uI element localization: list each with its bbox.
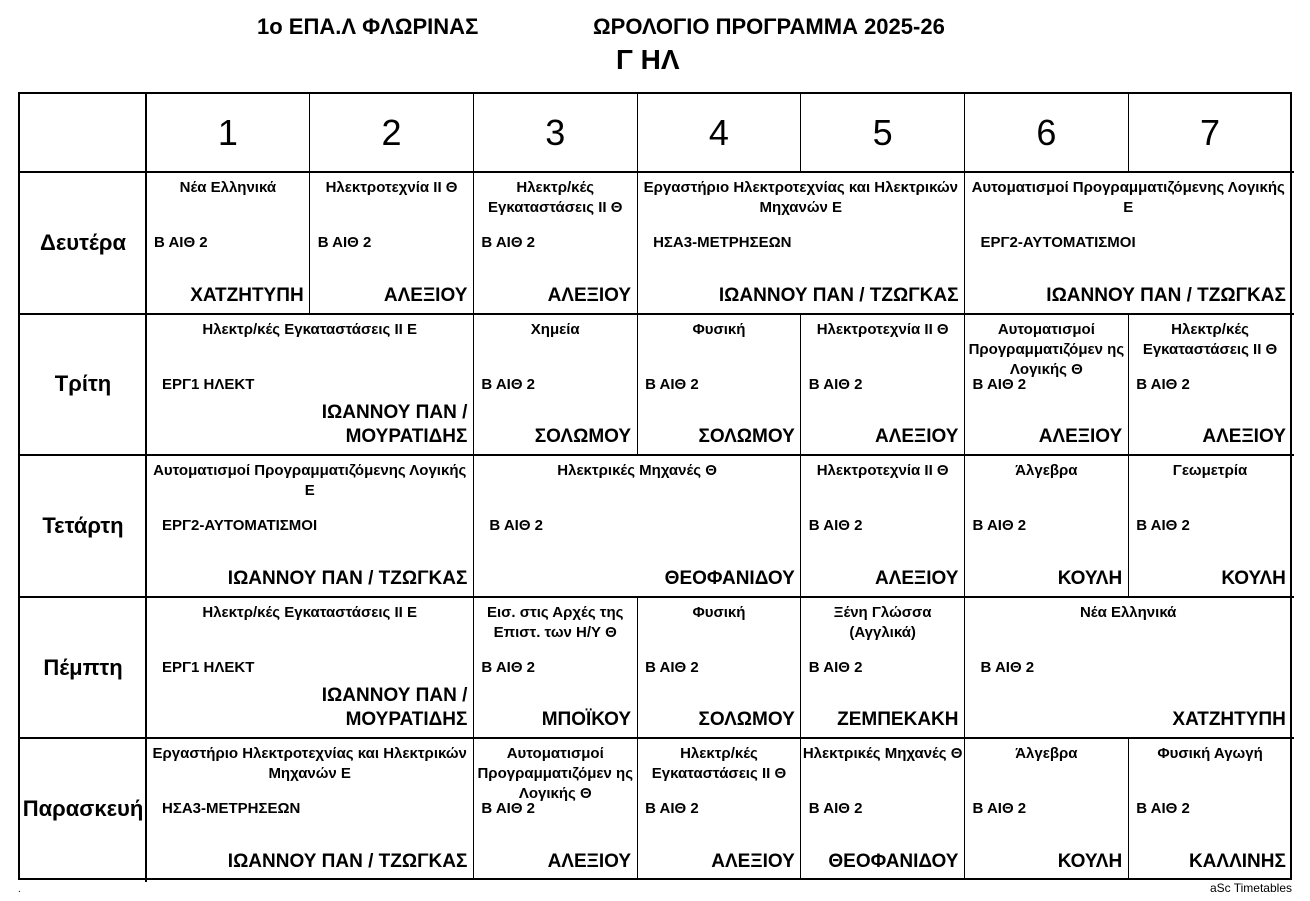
grid-line — [964, 738, 965, 880]
grid-line — [964, 314, 965, 456]
grid-line — [473, 172, 474, 314]
lesson-cell[interactable] — [146, 172, 310, 314]
lesson-cell[interactable] — [146, 597, 473, 739]
grid-line — [800, 597, 801, 739]
lesson-cell[interactable] — [965, 314, 1129, 456]
lesson-room: Β ΑΙΘ 2 — [1136, 375, 1190, 393]
lesson-teacher: ΣΟΛΩΜΟΥ — [698, 709, 795, 731]
grid-line — [1128, 94, 1129, 172]
lesson-room: Β ΑΙΘ 2 — [808, 517, 863, 535]
grid-line — [964, 597, 965, 739]
lesson-cell[interactable] — [473, 597, 637, 739]
lesson-room: Β ΑΙΘ 2 — [481, 234, 536, 251]
lesson-subject: Ηλεκτρικές Μηχανές Θ — [802, 745, 963, 763]
day-label: Παρασκευή — [22, 796, 144, 822]
lesson-room: Β ΑΙΘ 2 — [645, 800, 699, 818]
lesson-teacher: ΙΩΑΝΝΟΥ ΠΑΝ / ΜΟΥΡΑΤΙΔΗΣ — [321, 685, 468, 731]
lesson-teacher: ΚΟΥΛΗ — [1221, 567, 1286, 589]
lesson-cell[interactable] — [1128, 455, 1292, 597]
grid-line — [637, 172, 638, 314]
lesson-cell[interactable] — [965, 738, 1129, 880]
grid-line — [1128, 455, 1129, 597]
grid-line — [800, 94, 801, 172]
lesson-room: Β ΑΙΘ 2 — [1136, 517, 1190, 535]
grid-line — [1128, 314, 1129, 456]
lesson-subject: Ηλεκτροτεχνία ΙΙ Θ — [325, 179, 458, 196]
lesson-room: Β ΑΙΘ 2 — [808, 375, 863, 393]
period-header: 6 — [1036, 112, 1057, 153]
day-label: Πέμπτη — [43, 654, 123, 680]
lesson-subject: Ηλεκτρικές Μηχανές Θ — [557, 462, 717, 480]
lesson-room: Β ΑΙΘ 2 — [972, 517, 1027, 535]
lesson-cell[interactable] — [146, 455, 473, 597]
lesson-cell[interactable] — [801, 455, 965, 597]
lesson-cell[interactable] — [146, 738, 473, 880]
period-header: 7 — [1200, 112, 1221, 153]
lesson-subject: Εισ. στις Αρχές της Επιστ. των Η/Υ Θ — [487, 603, 624, 641]
lesson-room: Β ΑΙΘ 2 — [645, 658, 699, 676]
lesson-subject: Γεωμετρία — [1172, 462, 1248, 480]
lesson-cell[interactable] — [473, 172, 637, 314]
lesson-cell[interactable] — [637, 314, 801, 456]
day-label: Τρίτη — [54, 371, 112, 397]
grid-line — [473, 94, 474, 172]
lesson-cell[interactable] — [965, 455, 1129, 597]
grid-line — [309, 172, 310, 314]
day-label: Τετάρτη — [42, 512, 124, 538]
lesson-room: Β ΑΙΘ 2 — [645, 375, 699, 393]
lesson-room: Β ΑΙΘ 2 — [489, 517, 544, 535]
grid-line — [473, 738, 474, 880]
lesson-room: Β ΑΙΘ 2 — [481, 658, 536, 676]
period-header: 2 — [381, 112, 402, 153]
lesson-teacher: ΑΛΕΞΙΟΥ — [383, 284, 468, 306]
grid-line — [800, 314, 801, 456]
lesson-teacher: ΙΩΑΝΝΟΥ ΠΑΝ / ΤΖΩΓΚΑΣ — [227, 850, 468, 872]
lesson-teacher: ΙΩΑΝΝΟΥ ΠΑΝ / ΜΟΥΡΑΤΙΔΗΣ — [321, 402, 468, 448]
grid-line — [964, 172, 965, 314]
lesson-subject: Ηλεκτρ/κές Εγκαταστάσεις ΙΙ Θ — [488, 179, 623, 216]
school-name: 1ο ΕΠΑ.Λ ΦΛΩΡΙΝΑΣ — [257, 14, 479, 39]
grid-line — [309, 94, 310, 172]
lesson-cell[interactable] — [637, 172, 964, 314]
class-name: Γ ΗΛ — [616, 44, 680, 75]
credit-text: aSc Timetables — [1209, 881, 1292, 895]
grid-line — [800, 455, 801, 597]
lesson-subject: Εργαστήριο Ηλεκτροτεχνίας και Ηλεκτρικών Μηχανών Ε — [643, 179, 958, 216]
lesson-teacher: ΚΟΥΛΗ — [1057, 567, 1123, 589]
lesson-room: Β ΑΙΘ 2 — [481, 375, 536, 393]
grid-line — [637, 597, 638, 739]
lesson-subject: Ηλεκτροτεχνία ΙΙ Θ — [816, 320, 949, 338]
lesson-subject: Νέα Ελληνικά — [179, 179, 277, 196]
period-header: 5 — [872, 112, 893, 153]
lesson-subject: Ηλεκτρ/κές Εγκαταστάσεις ΙΙ Θ — [1142, 320, 1278, 358]
lesson-teacher: ΙΩΑΝΝΟΥ ΠΑΝ / ΤΖΩΓΚΑΣ — [718, 284, 959, 306]
grid-line — [20, 171, 1294, 173]
grid-line — [20, 737, 1294, 739]
lesson-teacher: ΘΕΟΦΑΝΙΔΟΥ — [664, 567, 795, 589]
lesson-teacher: ΑΛΕΞΙΟΥ — [874, 567, 959, 589]
lesson-cell[interactable] — [801, 738, 965, 880]
lesson-subject: Φυσική — [692, 320, 746, 338]
lesson-teacher: ΧΑΤΖΗΤΥΠΗ — [190, 284, 304, 306]
lesson-subject: Αυτοματισμοί Προγραμματιζόμενης Λογικής Ε — [153, 462, 467, 500]
lesson-room: ΗΣΑ3-ΜΕΤΡΗΣΕΩΝ — [162, 800, 301, 818]
grid-line — [637, 738, 638, 880]
lesson-cell[interactable] — [965, 597, 1292, 739]
lesson-teacher: ΚΑΛΛΙΝΗΣ — [1188, 850, 1286, 872]
lesson-room: Β ΑΙΘ 2 — [808, 800, 863, 818]
lesson-subject: Ηλεκτρ/κές Εγκαταστάσεις ΙΙ Ε — [202, 603, 417, 621]
grid-line — [145, 94, 147, 882]
lesson-subject: Φυσική Αγωγή — [1157, 745, 1263, 763]
lesson-room: ΕΡΓ1 ΗΛΕΚΤ — [162, 658, 255, 676]
lesson-cell[interactable] — [637, 597, 801, 739]
lesson-subject: Ηλεκτρ/κές Εγκαταστάσεις ΙΙ Ε — [202, 320, 417, 338]
lesson-teacher: ΑΛΕΞΙΟΥ — [1202, 426, 1286, 448]
lesson-subject: Αυτοματισμοί Προγραμματιζόμεν ης Λογικής Θ — [477, 745, 634, 803]
lesson-subject: Χημεία — [530, 320, 580, 338]
grid-line — [473, 314, 474, 456]
grid-line — [637, 314, 638, 456]
grid-line — [964, 455, 965, 597]
day-label: Δευτέρα — [40, 229, 126, 255]
lesson-room: Β ΑΙΘ 2 — [980, 658, 1035, 676]
lesson-subject: Άλγεβρα — [1015, 462, 1078, 480]
lesson-cell[interactable] — [1128, 314, 1292, 456]
lesson-room: ΕΡΓ1 ΗΛΕΚΤ — [162, 375, 255, 393]
lesson-subject: Ηλεκτροτεχνία ΙΙ Θ — [816, 462, 949, 480]
lesson-subject: Αυτοματισμοί Προγραμματιζόμενης Λογικής Ε — [971, 179, 1285, 216]
lesson-cell[interactable] — [637, 738, 801, 880]
lesson-teacher: ΑΛΕΞΙΟΥ — [547, 284, 632, 306]
lesson-teacher: ΣΟΛΩΜΟΥ — [698, 426, 795, 448]
lesson-room: ΕΡΓ2-ΑΥΤΟΜΑΤΙΣΜΟΙ — [980, 234, 1136, 251]
lesson-teacher: ΑΛΕΞΙΟΥ — [547, 850, 632, 872]
period-header: 4 — [708, 112, 729, 153]
period-header: 1 — [217, 112, 238, 153]
lesson-cell[interactable] — [801, 597, 965, 739]
grid-line — [20, 596, 1294, 598]
grid-line — [1128, 738, 1129, 880]
lesson-room: Β ΑΙΘ 2 — [972, 800, 1027, 818]
timetable-grid — [18, 92, 1292, 880]
grid-line — [20, 313, 1294, 315]
lesson-room: Β ΑΙΘ 2 — [1136, 800, 1190, 818]
lesson-subject: Ηλεκτρ/κές Εγκαταστάσεις ΙΙ Θ — [651, 745, 787, 783]
lesson-cell[interactable] — [1128, 738, 1292, 880]
period-header-row — [146, 94, 1292, 172]
lesson-room: Β ΑΙΘ 2 — [154, 234, 208, 251]
lesson-teacher: ΙΩΑΝΝΟΥ ΠΑΝ / ΤΖΩΓΚΑΣ — [1046, 284, 1286, 306]
lesson-cell[interactable] — [473, 314, 637, 456]
lesson-room: Β ΑΙΘ 2 — [481, 800, 536, 818]
grid-line — [20, 454, 1294, 456]
lesson-room: ΗΣΑ3-ΜΕΤΡΗΣΕΩΝ — [653, 234, 792, 251]
footer-mark: . — [18, 884, 21, 895]
grid-line — [473, 597, 474, 739]
timetable-title: ΩΡΟΛΟΓΙΟ ΠΡΟΓΡΑΜΜΑ 2025-26 — [593, 14, 945, 39]
lesson-teacher: ΣΟΛΩΜΟΥ — [534, 426, 632, 448]
period-header: 3 — [545, 112, 566, 153]
lesson-cell[interactable] — [473, 738, 637, 880]
grid-line — [637, 94, 638, 172]
lesson-teacher: ΧΑΤΖΗΤΥΠΗ — [1172, 709, 1286, 731]
grid-line — [964, 94, 965, 172]
lesson-subject: Εργαστήριο Ηλεκτροτεχνίας και Ηλεκτρικών Μηχανών Ε — [152, 745, 467, 783]
lesson-room: Β ΑΙΘ 2 — [317, 234, 372, 251]
lesson-room: Β ΑΙΘ 2 — [808, 658, 863, 676]
lesson-teacher: ΚΟΥΛΗ — [1057, 850, 1123, 872]
lesson-cell[interactable] — [473, 455, 800, 597]
lesson-teacher: ΑΛΕΞΙΟΥ — [1038, 426, 1123, 448]
grid-line — [800, 738, 801, 880]
lesson-subject: Άλγεβρα — [1015, 745, 1078, 763]
lesson-teacher: ΙΩΑΝΝΟΥ ΠΑΝ / ΤΖΩΓΚΑΣ — [227, 567, 468, 589]
lesson-subject: Νέα Ελληνικά — [1079, 603, 1177, 621]
lesson-teacher: ΑΛΕΞΙΟΥ — [874, 426, 959, 448]
lesson-cell[interactable] — [965, 172, 1292, 314]
lesson-subject: Φυσική — [692, 603, 746, 621]
lesson-cell[interactable] — [146, 314, 473, 456]
lesson-room: Β ΑΙΘ 2 — [972, 375, 1027, 393]
lesson-teacher: ΜΠΟΪΚΟΥ — [541, 709, 632, 731]
lesson-teacher: ΘΕΟΦΑΝΙΔΟΥ — [828, 850, 959, 872]
lesson-subject: Ξένη Γλώσσα (Αγγλικά) — [833, 603, 932, 641]
lesson-subject: Αυτοματισμοί Προγραμματιζόμεν ης Λογικής Θ — [968, 320, 1125, 378]
lesson-cell[interactable] — [310, 172, 474, 314]
lesson-room: ΕΡΓ2-ΑΥΤΟΜΑΤΙΣΜΟΙ — [162, 517, 318, 535]
lesson-teacher: ΖΕΜΠΕΚΑΚΗ — [837, 709, 959, 731]
lesson-cell[interactable] — [801, 314, 965, 456]
grid-line — [473, 455, 474, 597]
lesson-teacher: ΑΛΕΞΙΟΥ — [711, 850, 795, 872]
